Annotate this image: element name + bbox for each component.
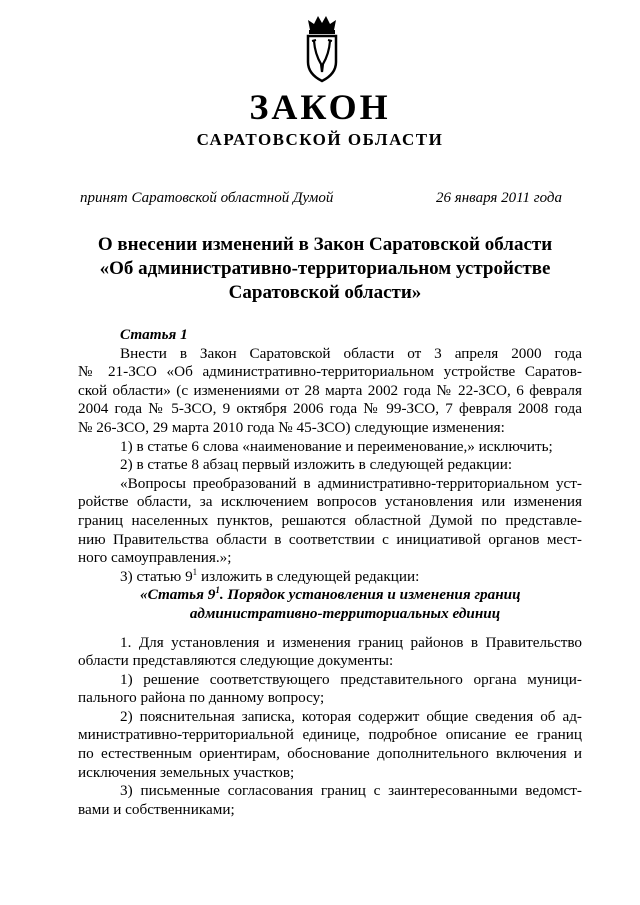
item3-text: 3) статью 9	[120, 567, 193, 585]
text-line: пального района по данному вопросу;	[78, 689, 325, 707]
item3-text: изложить в следующей редакции:	[197, 567, 420, 585]
text-line: № 21-ЗСО «Об административно-территориальном устройстве Саратов-	[78, 363, 582, 381]
subarticle-title-line2: административно-территориальных единиц	[189, 604, 501, 622]
text-line: 2) пояснительная записка, которая содержит общие сведения об ад-	[120, 707, 582, 725]
article-body	[78, 326, 582, 819]
subarticle-title-text: «Статья 9	[140, 586, 216, 604]
coat-of-arms-icon	[300, 14, 344, 84]
list-item: 2) в статье 8 абзац первый изложить в следующей редакции:	[120, 456, 513, 474]
text-line: № 26-ЗСО, 29 марта 2010 года № 45-ЗСО) следующие изменения:	[78, 418, 505, 436]
region-title: САРАТОВСКОЙ ОБЛАСТИ	[196, 130, 444, 149]
text-line: 1) решение соответствующего представительного органа муници-	[120, 670, 582, 688]
law-title: ЗАКОН	[249, 87, 391, 127]
subarticle-title	[78, 586, 582, 605]
text-line: нию Правительства области в соответствии с инициативой органов мест-	[78, 530, 582, 548]
text-line: Внести в Закон Саратовской области от 3 апреля 2000 года	[120, 344, 582, 362]
subarticle-title-text: . Порядок установления и изменения границ	[219, 586, 521, 604]
heading-line: Саратовской области»	[228, 282, 422, 303]
text-line: ройстве области, за исключением вопросов установления или изменения	[78, 493, 582, 511]
spacer	[78, 624, 582, 634]
text-line: 2004 года № 5-ЗСО, 9 октября 2006 года № 99-ЗСО, 7 февраля 2008 года	[78, 400, 582, 418]
text-line: границ населенных пунктов, решаются областной Думой по представле-	[78, 511, 582, 529]
text-line: области представляются следующие документы:	[78, 652, 394, 670]
adopted-date: 26 января 2011 года	[436, 190, 562, 206]
text-line: «Вопросы преобразований в административно-территориальном уст-	[120, 474, 582, 492]
text-line: 3) письменные согласования границ с заинтересованными ведомст-	[120, 782, 582, 800]
text-line: вами и собственниками;	[78, 800, 235, 818]
heading-line: «Об административно-территориальном устройстве	[99, 258, 551, 279]
text-line: министративно-территориальной единице, подробное описание ее границ	[78, 726, 582, 744]
text-line: 1. Для установления и изменения границ районов в Правительство	[120, 633, 582, 651]
list-item: 1) в статье 6 слова «наименование и переименование,» исключить;	[120, 437, 553, 455]
text-line: ской области» (с изменениями от 28 марта 2002 года № 22-ЗСО, 6 февраля	[78, 381, 582, 399]
text-line: ного самоуправления.»;	[78, 549, 232, 567]
text-line: по естественным ориентирам, обоснование дополнительного включения и	[78, 745, 582, 763]
superscript: 1	[215, 586, 220, 596]
list-item	[78, 568, 582, 587]
law-heading	[70, 233, 580, 305]
adopted-by: принят Саратовской областной Думой	[80, 190, 334, 206]
heading-line: О внесении изменений в Закон Саратовской области	[97, 234, 553, 255]
text-line: исключения земельных участков;	[78, 763, 295, 781]
superscript: 1	[192, 567, 198, 577]
article-title: Статья 1	[120, 326, 188, 343]
